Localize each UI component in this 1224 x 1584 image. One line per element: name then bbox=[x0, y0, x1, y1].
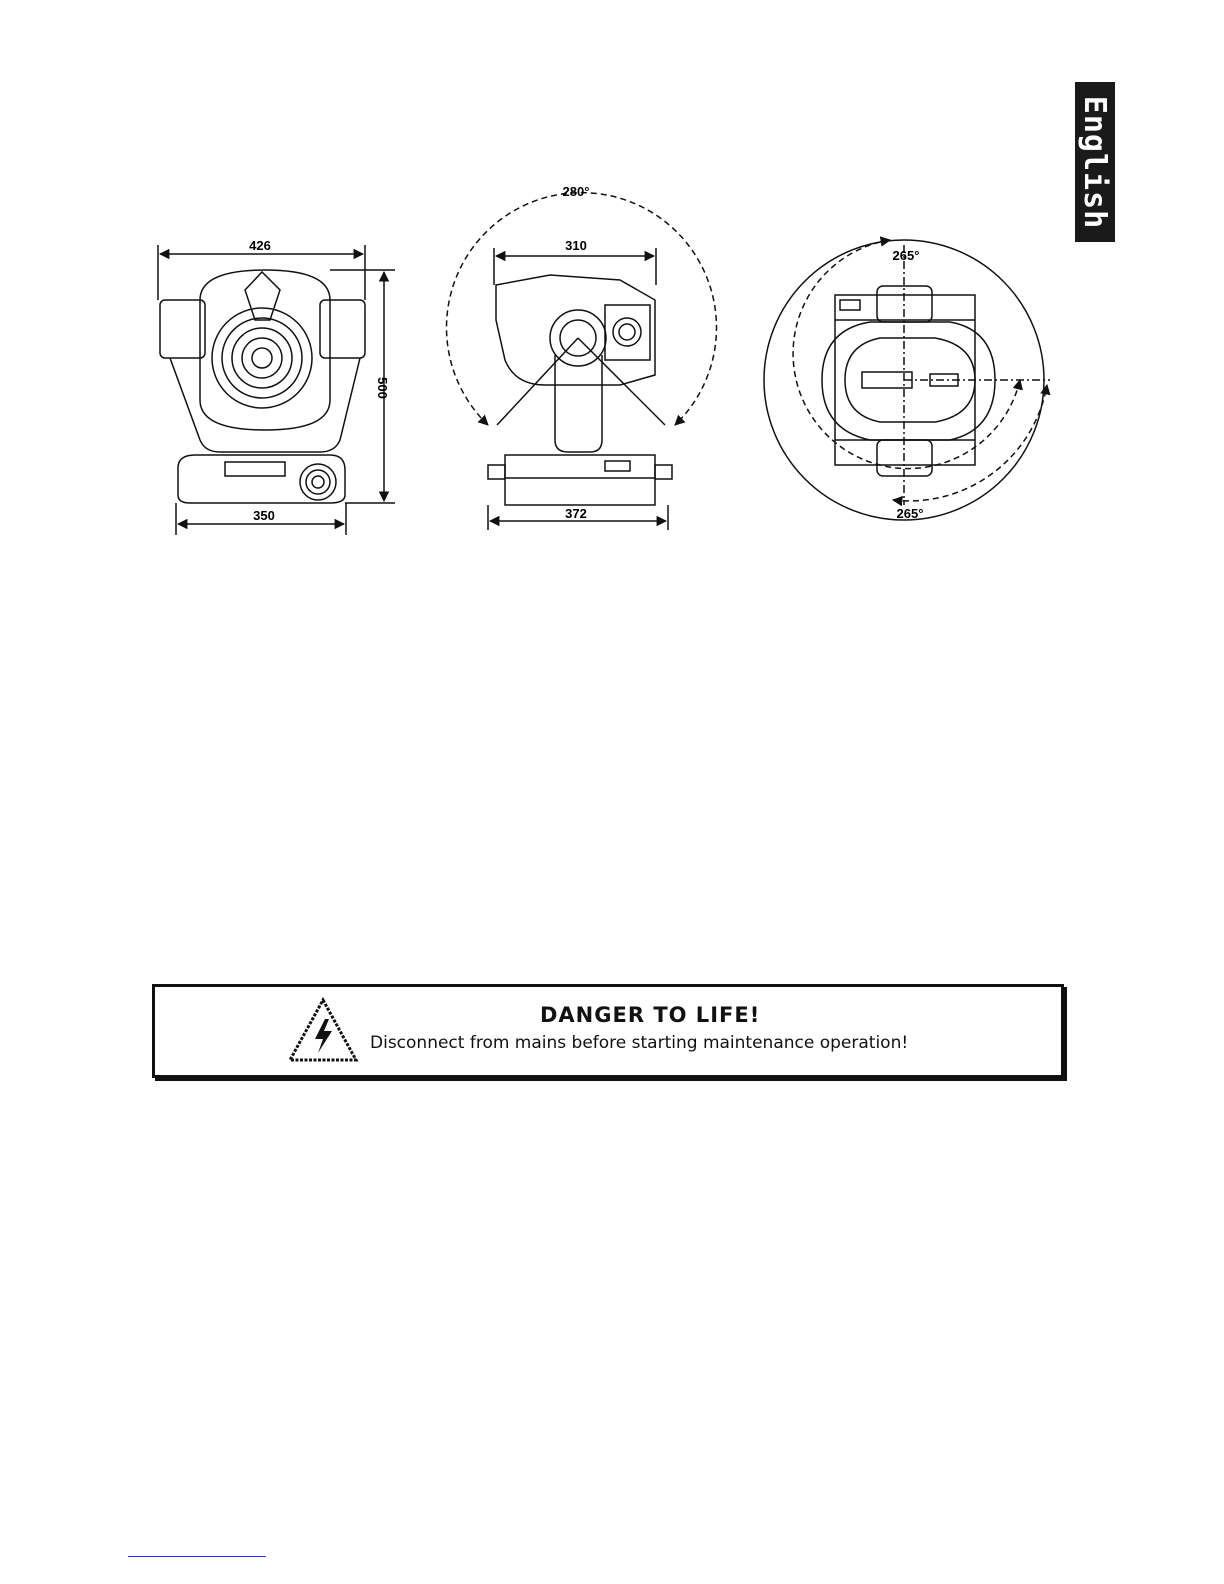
front-width-label: 426 bbox=[249, 238, 271, 253]
front-view-drawing bbox=[158, 245, 395, 535]
footer-divider bbox=[128, 1556, 266, 1557]
side-head-width-label: 310 bbox=[565, 238, 587, 253]
high-voltage-warning-icon bbox=[287, 997, 359, 1063]
front-height-label: 500 bbox=[375, 377, 390, 399]
side-base-width-label: 372 bbox=[565, 506, 587, 521]
top-view-drawing bbox=[764, 240, 1050, 520]
front-base-width-label: 350 bbox=[253, 508, 275, 523]
language-tab-label: English bbox=[1077, 95, 1113, 229]
top-pan-angle-top-label: 265° bbox=[892, 248, 920, 263]
top-pan-angle-bottom-label: 265° bbox=[896, 506, 924, 521]
warning-title: DANGER TO LIFE! bbox=[540, 1003, 761, 1027]
danger-warning-box bbox=[152, 984, 1064, 1078]
warning-text: Disconnect from mains before starting maintenance operation! bbox=[370, 1033, 909, 1053]
side-tilt-angle-label: 280° bbox=[562, 184, 590, 199]
